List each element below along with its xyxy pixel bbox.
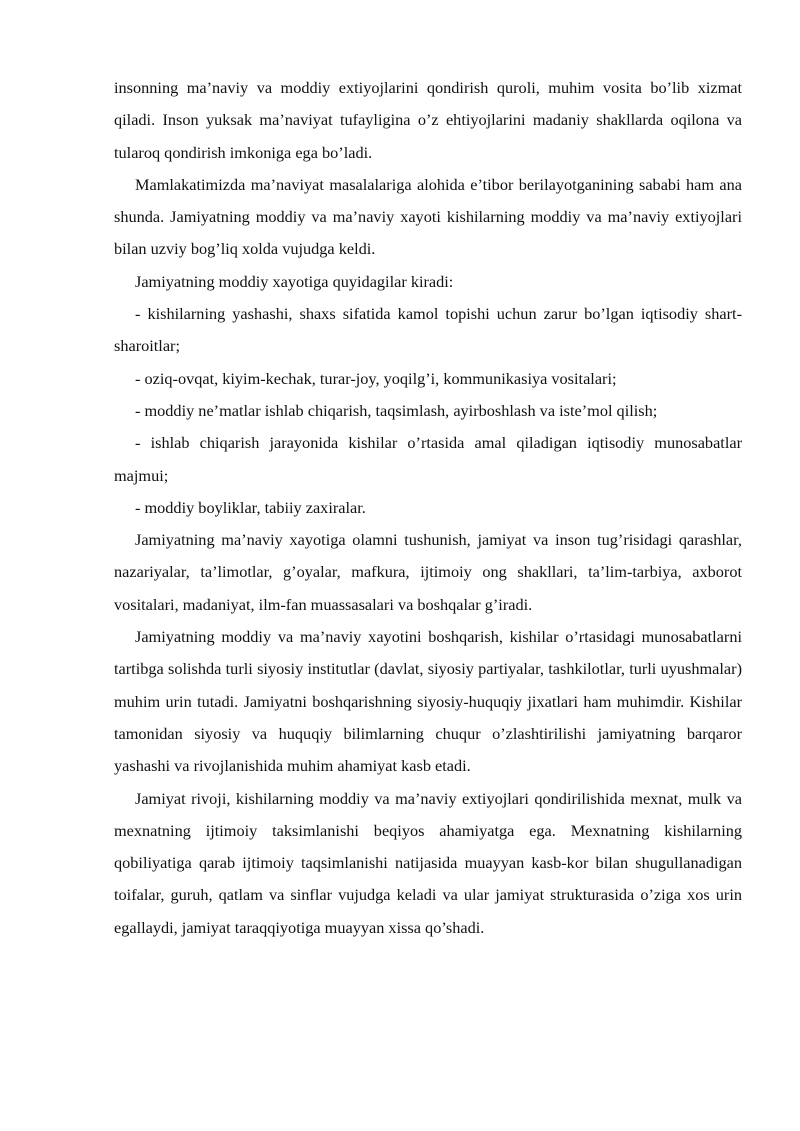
list-item-food-clothing: - oziq-ovqat, kiyim-kechak, turar-joy, yoqilg’i, kommunikasiya vositalari; — [135, 368, 617, 388]
paragraph-material-life-intro: Jamiyatning moddiy xayotiga quyidagilar kiradi: — [135, 271, 454, 291]
paragraph-spiritual-life: Jamiyatning ma’naviy xayotiga olamni tushunish, jamiyat va inson tug’risidagi qarashlar, nazariyalar, ta’limotlar, g’oyalar, mafkura, ijtimoiy ong shakllari, ta’lim-tarbiya, axborot vositalari, madaniyat, ilm-fan muassasalari va boshqalar g’iradi. — [114, 530, 742, 614]
paragraph-spirituality: Mamlakatimizda ma’naviyat masalalariga alohida e’tibor berilayotganining sababi ham ana shunda. Jamiyatning moddiy va ma’naviy xayoti kishilarning moddiy va ma’naviy extiyojlari bilan uzviy bog’liq xolda vujudga keldi. — [114, 174, 742, 259]
document-page — [114, 72, 742, 944]
paragraph-continuation: insonning ma’naviy va moddiy extiyojlarini qondirish quroli, muhim vosita bo’lib xizmat qiladi. Inson yuksak ma’naviyat tufayligina o’z ehtiyojlarini madaniy shakllarda oqilona va tularoq qondirish imkoniga ega bo’ladi. — [114, 78, 742, 162]
paragraph-labor-division: Jamiyat rivoji, kishilarning moddiy va ma’naviy extiyojlari qondirilishida mexnat, mulk va mexnatning ijtimoiy taksimlanishi beqiyos ahamiyatga ega. Mexnatning kishilarning qobiliyatiga qarab ijtimoiy taqsimlanishi natijasida muayyan kasb-kor bilan shugullanadigan toifalar, guruh, qatlam va sinflar vujudga keladi va ular jamiyat strukturasida o’ziga xos urin egallaydi, jamiyat taraqqiyotiga muayyan xissa qo’shadi. — [114, 788, 742, 937]
list-item-resources: - moddiy boyliklar, tabiiy zaxiralar. — [135, 497, 366, 517]
paragraph-political-institutions: Jamiyatning moddiy va ma’naviy xayotini boshqarish, kishilar o’rtasidagi munosabatlarni tartibga solishda turli siyosiy institutlar (davlat, siyosiy partiyalar, tashkilotlar, turli uyushmalar) muhim urin tutadi. Jamiyatni boshqarishning siyosiy-huquqiy jixatlari ham muhimdir. Kishilar tamonidan siyosiy va huquqiy bilimlarning chuqur o’zlashtirilishi jamiyatning barqaror yashashi va rivojlanishida muhim ahamiyat kasb etadi. — [114, 627, 742, 776]
list-item-production: - moddiy ne’matlar ishlab chiqarish, taqsimlash, ayirboshlash va iste’mol qilish; — [135, 400, 658, 420]
list-item-economic-relations: - ishlab chiqarish jarayonida kishilar o’rtasida amal qiladigan iqtisodiy munosabatlar majmui; — [114, 433, 742, 485]
list-item-economic-conditions: - kishilarning yashashi, shaxs sifatida kamol topishi uchun zarur bo’lgan iqtisodiy shart-sharoitlar; — [114, 304, 742, 356]
